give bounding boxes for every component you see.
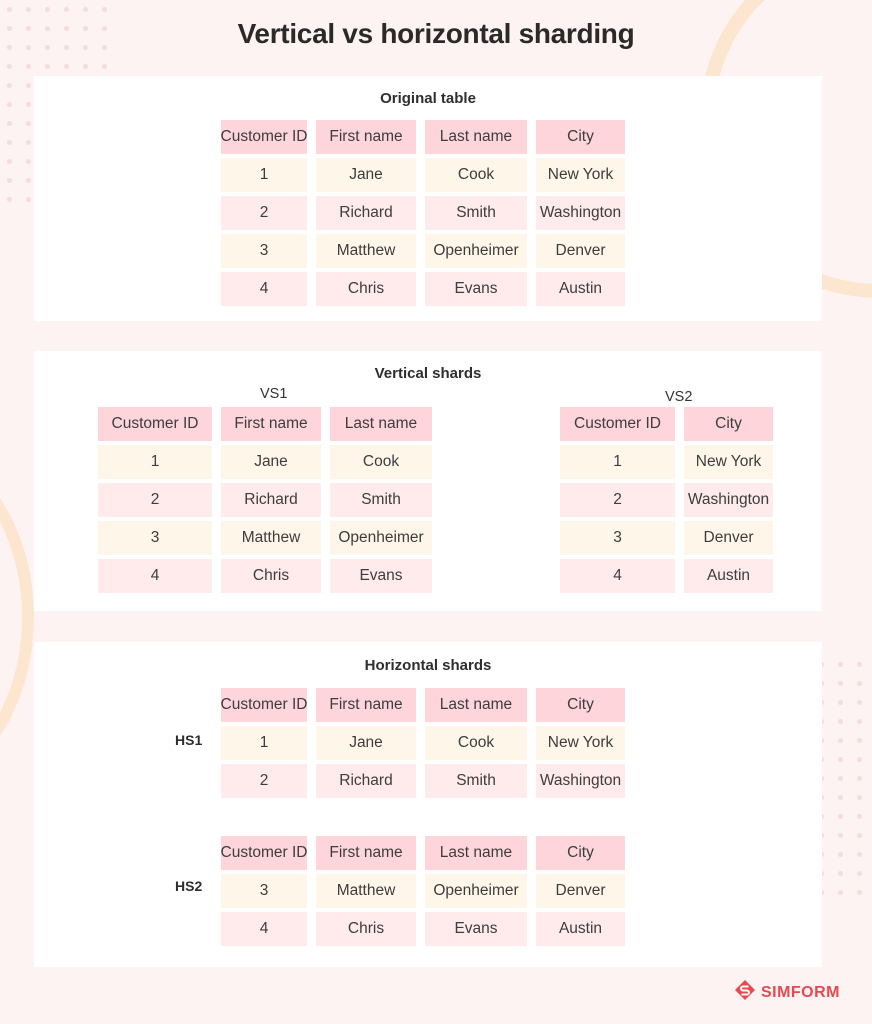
table-cell: 2 — [221, 196, 307, 230]
table-cell: Cook — [330, 445, 432, 479]
vs1-label: VS1 — [260, 386, 288, 402]
table-header-cell: First name — [316, 836, 416, 870]
table-cell: Austin — [684, 559, 773, 593]
table-cell: Cook — [425, 726, 527, 760]
table-cell: 3 — [560, 521, 675, 555]
table-cell: Chris — [316, 272, 416, 306]
vertical-shards-panel — [34, 351, 822, 611]
table-cell: 4 — [221, 272, 307, 306]
original-table-panel — [34, 76, 822, 321]
table-cell: Evans — [425, 912, 527, 946]
table-cell: 4 — [98, 559, 212, 593]
table-cell: Austin — [536, 912, 625, 946]
table-cell: 3 — [98, 521, 212, 555]
table-cell: 2 — [560, 483, 675, 517]
vs2-label: VS2 — [665, 389, 693, 405]
table-cell: Denver — [536, 874, 625, 908]
table-cell: Cook — [425, 158, 527, 192]
table-cell: Jane — [316, 158, 416, 192]
table-header-cell: City — [536, 120, 625, 154]
simform-logo-text: SIMFORM — [760, 983, 840, 1001]
table-cell: Jane — [221, 445, 321, 479]
page-title: Vertical vs horizontal sharding — [237, 18, 635, 49]
table-header-cell: Customer ID — [221, 688, 307, 722]
table-cell: New York — [536, 158, 625, 192]
table-cell: Richard — [221, 483, 321, 517]
table-cell: Washington — [536, 196, 625, 230]
table-cell: Matthew — [316, 234, 416, 268]
simform-logo-icon — [734, 979, 756, 1006]
table-cell: Richard — [316, 764, 416, 798]
vertical-shards-title: Vertical shards — [374, 365, 482, 382]
table-cell: Washington — [684, 483, 773, 517]
table-cell: Denver — [684, 521, 773, 555]
table-cell: Chris — [221, 559, 321, 593]
table-header-cell: First name — [316, 688, 416, 722]
table-cell: Openheimer — [425, 874, 527, 908]
table-header-cell: Customer ID — [221, 120, 307, 154]
table-cell: Richard — [316, 196, 416, 230]
table-cell: Smith — [330, 483, 432, 517]
table-cell: 1 — [221, 726, 307, 760]
table-cell: New York — [536, 726, 625, 760]
table-header-cell: First name — [221, 407, 321, 441]
horizontal-shards-title: Horizontal shards — [364, 657, 492, 674]
table-cell: 4 — [221, 912, 307, 946]
table-cell: Evans — [330, 559, 432, 593]
table-cell: 1 — [221, 158, 307, 192]
table-cell: 3 — [221, 234, 307, 268]
table-cell: Matthew — [316, 874, 416, 908]
table-cell: Jane — [316, 726, 416, 760]
simform-logo — [734, 979, 840, 1006]
table-cell: Chris — [316, 912, 416, 946]
arc-decoration-left — [0, 440, 34, 794]
table-cell: Matthew — [221, 521, 321, 555]
table-cell: Evans — [425, 272, 527, 306]
table-cell: 1 — [560, 445, 675, 479]
table-cell: New York — [684, 445, 773, 479]
table-header-cell: Last name — [425, 836, 527, 870]
horizontal-shards-panel — [34, 642, 822, 967]
table-cell: Openheimer — [425, 234, 527, 268]
table-cell: 3 — [221, 874, 307, 908]
table-header-cell: Customer ID — [221, 836, 307, 870]
hs1-label: HS1 — [175, 732, 203, 748]
table-header-cell: Customer ID — [98, 407, 212, 441]
original-table-title: Original table — [380, 90, 476, 107]
hs2-label: HS2 — [175, 878, 203, 894]
table-cell: 2 — [98, 483, 212, 517]
table-header-cell: First name — [316, 120, 416, 154]
table-header-cell: Last name — [425, 688, 527, 722]
table-cell: Austin — [536, 272, 625, 306]
table-cell: Smith — [425, 764, 527, 798]
table-cell: Denver — [536, 234, 625, 268]
table-cell: 2 — [221, 764, 307, 798]
table-header-cell: Last name — [330, 407, 432, 441]
table-cell: Openheimer — [330, 521, 432, 555]
table-cell: Smith — [425, 196, 527, 230]
table-header-cell: City — [684, 407, 773, 441]
table-header-cell: Customer ID — [560, 407, 675, 441]
table-header-cell: Last name — [425, 120, 527, 154]
table-cell: 1 — [98, 445, 212, 479]
table-cell: Washington — [536, 764, 625, 798]
table-header-cell: City — [536, 688, 625, 722]
table-header-cell: City — [536, 836, 625, 870]
table-cell: 4 — [560, 559, 675, 593]
